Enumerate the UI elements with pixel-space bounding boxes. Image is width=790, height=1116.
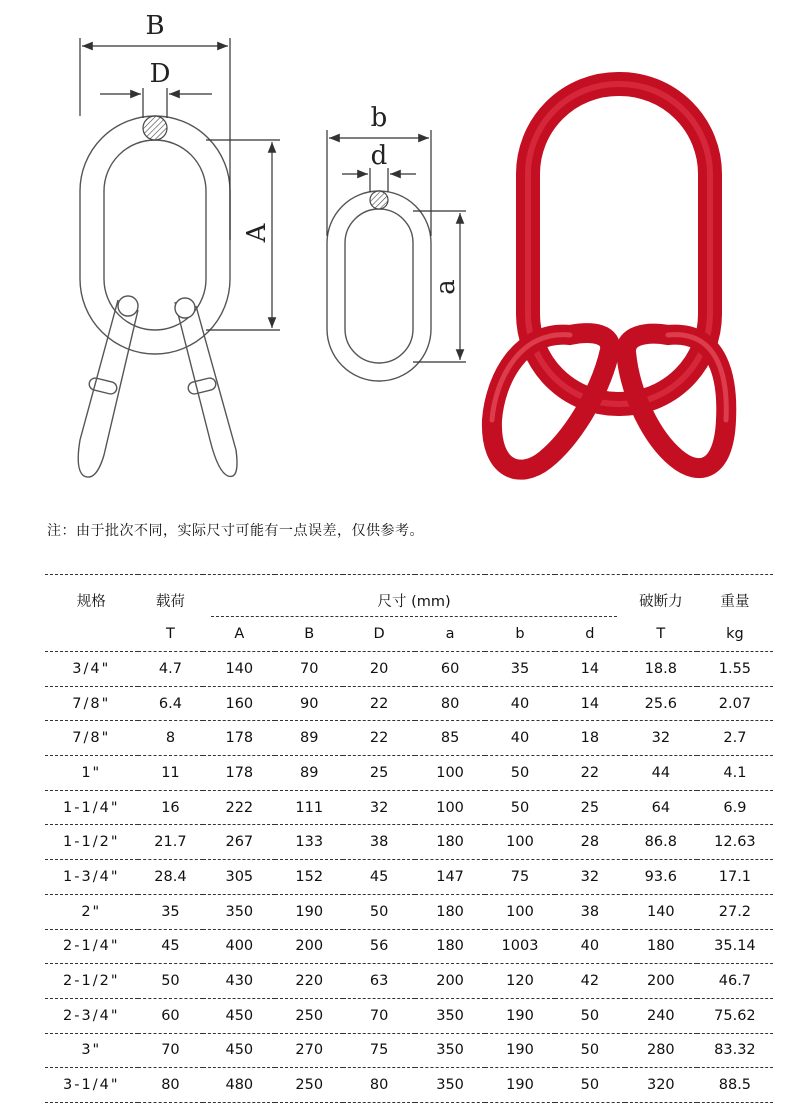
header-load: 载荷 xyxy=(155,593,185,610)
value-cell: 280 xyxy=(646,1042,675,1059)
value-cell: 85 xyxy=(440,730,460,747)
section-d-hatch xyxy=(143,116,167,140)
value-cell: 267 xyxy=(225,834,254,851)
value-cell: 250 xyxy=(295,1007,324,1024)
table-row xyxy=(45,1068,773,1103)
value-cell: 450 xyxy=(225,1042,254,1059)
value-cell: 11 xyxy=(161,764,180,781)
value-cell: 350 xyxy=(436,1007,464,1024)
value-cell: 22 xyxy=(580,764,600,781)
value-cell: 22 xyxy=(369,695,389,712)
value-cell: 111 xyxy=(295,799,324,816)
dimension-d xyxy=(342,168,416,192)
value-cell: 60 xyxy=(440,660,460,677)
product-photo-red-master-link xyxy=(492,84,726,470)
value-cell: 83.32 xyxy=(714,1042,756,1059)
value-cell: 305 xyxy=(225,868,254,885)
value-cell: 32 xyxy=(369,799,389,816)
product-diagram xyxy=(0,0,790,500)
value-cell: 50 xyxy=(510,764,530,781)
label-D: D xyxy=(149,59,171,89)
value-cell: 70 xyxy=(300,660,319,677)
value-cell: 35 xyxy=(161,903,180,920)
value-cell: 50 xyxy=(369,903,389,920)
value-cell: 220 xyxy=(295,973,324,990)
value-cell: 32 xyxy=(580,868,600,885)
value-cell: 50 xyxy=(161,973,180,990)
table-row xyxy=(45,1033,773,1068)
header-break: 破断力 xyxy=(639,593,683,610)
value-cell: 180 xyxy=(646,938,675,955)
value-cell: 18.8 xyxy=(644,660,677,677)
value-cell: 80 xyxy=(161,1077,180,1094)
value-cell: 152 xyxy=(295,868,324,885)
master-link-drawing xyxy=(78,116,237,477)
value-cell: 25 xyxy=(369,764,389,781)
table-header-row xyxy=(45,575,773,618)
value-cell: 89 xyxy=(300,764,319,781)
value-cell: 18 xyxy=(580,730,600,747)
value-cell: 120 xyxy=(506,973,534,990)
value-cell: 75 xyxy=(369,1042,389,1059)
value-cell: 480 xyxy=(225,1077,254,1094)
value-cell: 430 xyxy=(225,973,254,990)
table-row xyxy=(45,894,773,929)
value-cell: 450 xyxy=(225,1007,254,1024)
value-cell: 90 xyxy=(300,695,319,712)
value-cell: 6.4 xyxy=(158,695,182,712)
label-a: a xyxy=(431,279,461,295)
spec-cell: 7/8" xyxy=(72,695,111,712)
value-cell: 14 xyxy=(580,660,600,677)
value-cell: 8 xyxy=(165,730,176,747)
spec-cell: 7/8" xyxy=(72,730,111,747)
value-cell: 50 xyxy=(580,1007,600,1024)
table-row xyxy=(45,721,773,756)
value-cell: 89 xyxy=(300,730,319,747)
dimension-D xyxy=(100,88,212,118)
table-row xyxy=(45,929,773,964)
value-cell: 80 xyxy=(440,695,460,712)
value-cell: 16 xyxy=(161,799,180,816)
table-units-row xyxy=(45,617,773,652)
unit-cell: kg xyxy=(726,626,744,642)
value-cell: 70 xyxy=(161,1042,180,1059)
value-cell: 350 xyxy=(225,903,254,920)
label-B: B xyxy=(145,11,165,41)
value-cell: 222 xyxy=(225,799,254,816)
value-cell: 400 xyxy=(225,938,254,955)
value-cell: 2.07 xyxy=(718,695,752,712)
value-cell: 35 xyxy=(510,660,530,677)
value-cell: 200 xyxy=(295,938,324,955)
unit-cell: T xyxy=(166,626,175,642)
value-cell: 133 xyxy=(295,834,324,851)
value-cell: 50 xyxy=(580,1042,600,1059)
spec-cell: 3-1/4" xyxy=(63,1077,120,1094)
section-d-small-hatch xyxy=(370,191,388,209)
value-cell: 350 xyxy=(436,1042,464,1059)
value-cell: 12.63 xyxy=(714,834,756,851)
value-cell: 44 xyxy=(651,764,671,781)
header-weight: 重量 xyxy=(720,593,750,610)
unit-cell: b xyxy=(515,626,525,642)
value-cell: 64 xyxy=(651,799,671,816)
table-row xyxy=(45,686,773,721)
note-text: 注：由于批次不同，实际尺寸可能有一点误差，仅供参考。 xyxy=(47,523,424,539)
table-row xyxy=(45,825,773,860)
value-cell: 140 xyxy=(646,903,675,920)
table-body xyxy=(45,652,773,1103)
table-row xyxy=(45,998,773,1033)
unit-cell: A xyxy=(234,626,245,642)
value-cell: 6.9 xyxy=(723,799,747,816)
value-cell: 28.4 xyxy=(154,868,187,885)
value-cell: 190 xyxy=(295,903,324,920)
value-cell: 63 xyxy=(369,973,389,990)
value-cell: 88.5 xyxy=(718,1077,752,1094)
spec-cell: 1-1/4" xyxy=(63,799,120,816)
spec-cell: 1-3/4" xyxy=(63,868,120,885)
spec-cell: 2-1/4" xyxy=(63,938,120,955)
spec-cell: 3/4" xyxy=(72,660,111,677)
value-cell: 35.14 xyxy=(714,938,756,955)
value-cell: 4.1 xyxy=(723,764,747,781)
label-d: d xyxy=(370,141,388,171)
value-cell: 14 xyxy=(580,695,600,712)
value-cell: 45 xyxy=(161,938,180,955)
value-cell: 147 xyxy=(436,868,464,885)
value-cell: 75.62 xyxy=(714,1007,756,1024)
value-cell: 50 xyxy=(510,799,530,816)
value-cell: 100 xyxy=(436,764,464,781)
spec-cell: 2" xyxy=(81,903,102,920)
table-row xyxy=(45,964,773,999)
value-cell: 25 xyxy=(580,799,600,816)
value-cell: 160 xyxy=(225,695,254,712)
value-cell: 190 xyxy=(506,1007,534,1024)
value-cell: 32 xyxy=(651,730,671,747)
value-cell: 38 xyxy=(580,903,600,920)
value-cell: 38 xyxy=(369,834,389,851)
spec-cell: 2-3/4" xyxy=(63,1007,120,1024)
value-cell: 4.7 xyxy=(158,660,182,677)
spec-cell: 1" xyxy=(81,764,102,781)
spec-cell: 3" xyxy=(81,1042,102,1059)
value-cell: 45 xyxy=(369,868,389,885)
value-cell: 2.7 xyxy=(723,730,747,747)
spec-cell: 2-1/2" xyxy=(63,973,120,990)
value-cell: 350 xyxy=(436,1077,464,1094)
value-cell: 180 xyxy=(436,834,464,851)
value-cell: 190 xyxy=(506,1042,534,1059)
value-cell: 178 xyxy=(225,764,254,781)
value-cell: 17.1 xyxy=(718,868,752,885)
spec-table xyxy=(45,574,773,1103)
value-cell: 22 xyxy=(369,730,389,747)
value-cell: 180 xyxy=(436,903,464,920)
label-b: b xyxy=(370,103,388,133)
value-cell: 100 xyxy=(506,834,534,851)
value-cell: 27.2 xyxy=(718,903,752,920)
value-cell: 93.6 xyxy=(644,868,677,885)
value-cell: 320 xyxy=(646,1077,675,1094)
value-cell: 240 xyxy=(646,1007,675,1024)
value-cell: 25.6 xyxy=(644,695,677,712)
table-row xyxy=(45,652,773,687)
unit-cell: a xyxy=(445,626,455,642)
value-cell: 56 xyxy=(369,938,389,955)
header-dims: 尺寸 (mm) xyxy=(203,575,625,618)
value-cell: 178 xyxy=(225,730,254,747)
value-cell: 42 xyxy=(580,973,600,990)
small-link-drawing xyxy=(327,191,431,381)
value-cell: 40 xyxy=(510,695,530,712)
table-row xyxy=(45,756,773,791)
value-cell: 40 xyxy=(510,730,530,747)
value-cell: 200 xyxy=(436,973,464,990)
spec-cell: 1-1/2" xyxy=(63,834,120,851)
unit-cell: d xyxy=(585,626,595,642)
value-cell: 270 xyxy=(295,1042,324,1059)
value-cell: 140 xyxy=(225,660,254,677)
value-cell: 46.7 xyxy=(718,973,752,990)
value-cell: 200 xyxy=(646,973,675,990)
value-cell: 180 xyxy=(436,938,464,955)
value-cell: 190 xyxy=(506,1077,534,1094)
value-cell: 1003 xyxy=(501,938,539,955)
table-row xyxy=(45,790,773,825)
label-A: A xyxy=(242,223,272,243)
unit-cell: T xyxy=(656,626,666,642)
unit-cell: D xyxy=(373,626,385,642)
header-spec: 规格 xyxy=(76,593,106,610)
value-cell: 100 xyxy=(506,903,534,920)
value-cell: 40 xyxy=(580,938,600,955)
value-cell: 86.8 xyxy=(644,834,677,851)
value-cell: 50 xyxy=(580,1077,600,1094)
value-cell: 80 xyxy=(369,1077,389,1094)
value-cell: 21.7 xyxy=(154,834,187,851)
table-row xyxy=(45,860,773,895)
value-cell: 75 xyxy=(510,868,530,885)
value-cell: 60 xyxy=(161,1007,180,1024)
value-cell: 28 xyxy=(580,834,600,851)
value-cell: 100 xyxy=(436,799,464,816)
value-cell: 1.55 xyxy=(718,660,752,677)
value-cell: 70 xyxy=(369,1007,389,1024)
value-cell: 250 xyxy=(295,1077,324,1094)
value-cell: 20 xyxy=(369,660,389,677)
unit-cell: B xyxy=(304,626,315,642)
